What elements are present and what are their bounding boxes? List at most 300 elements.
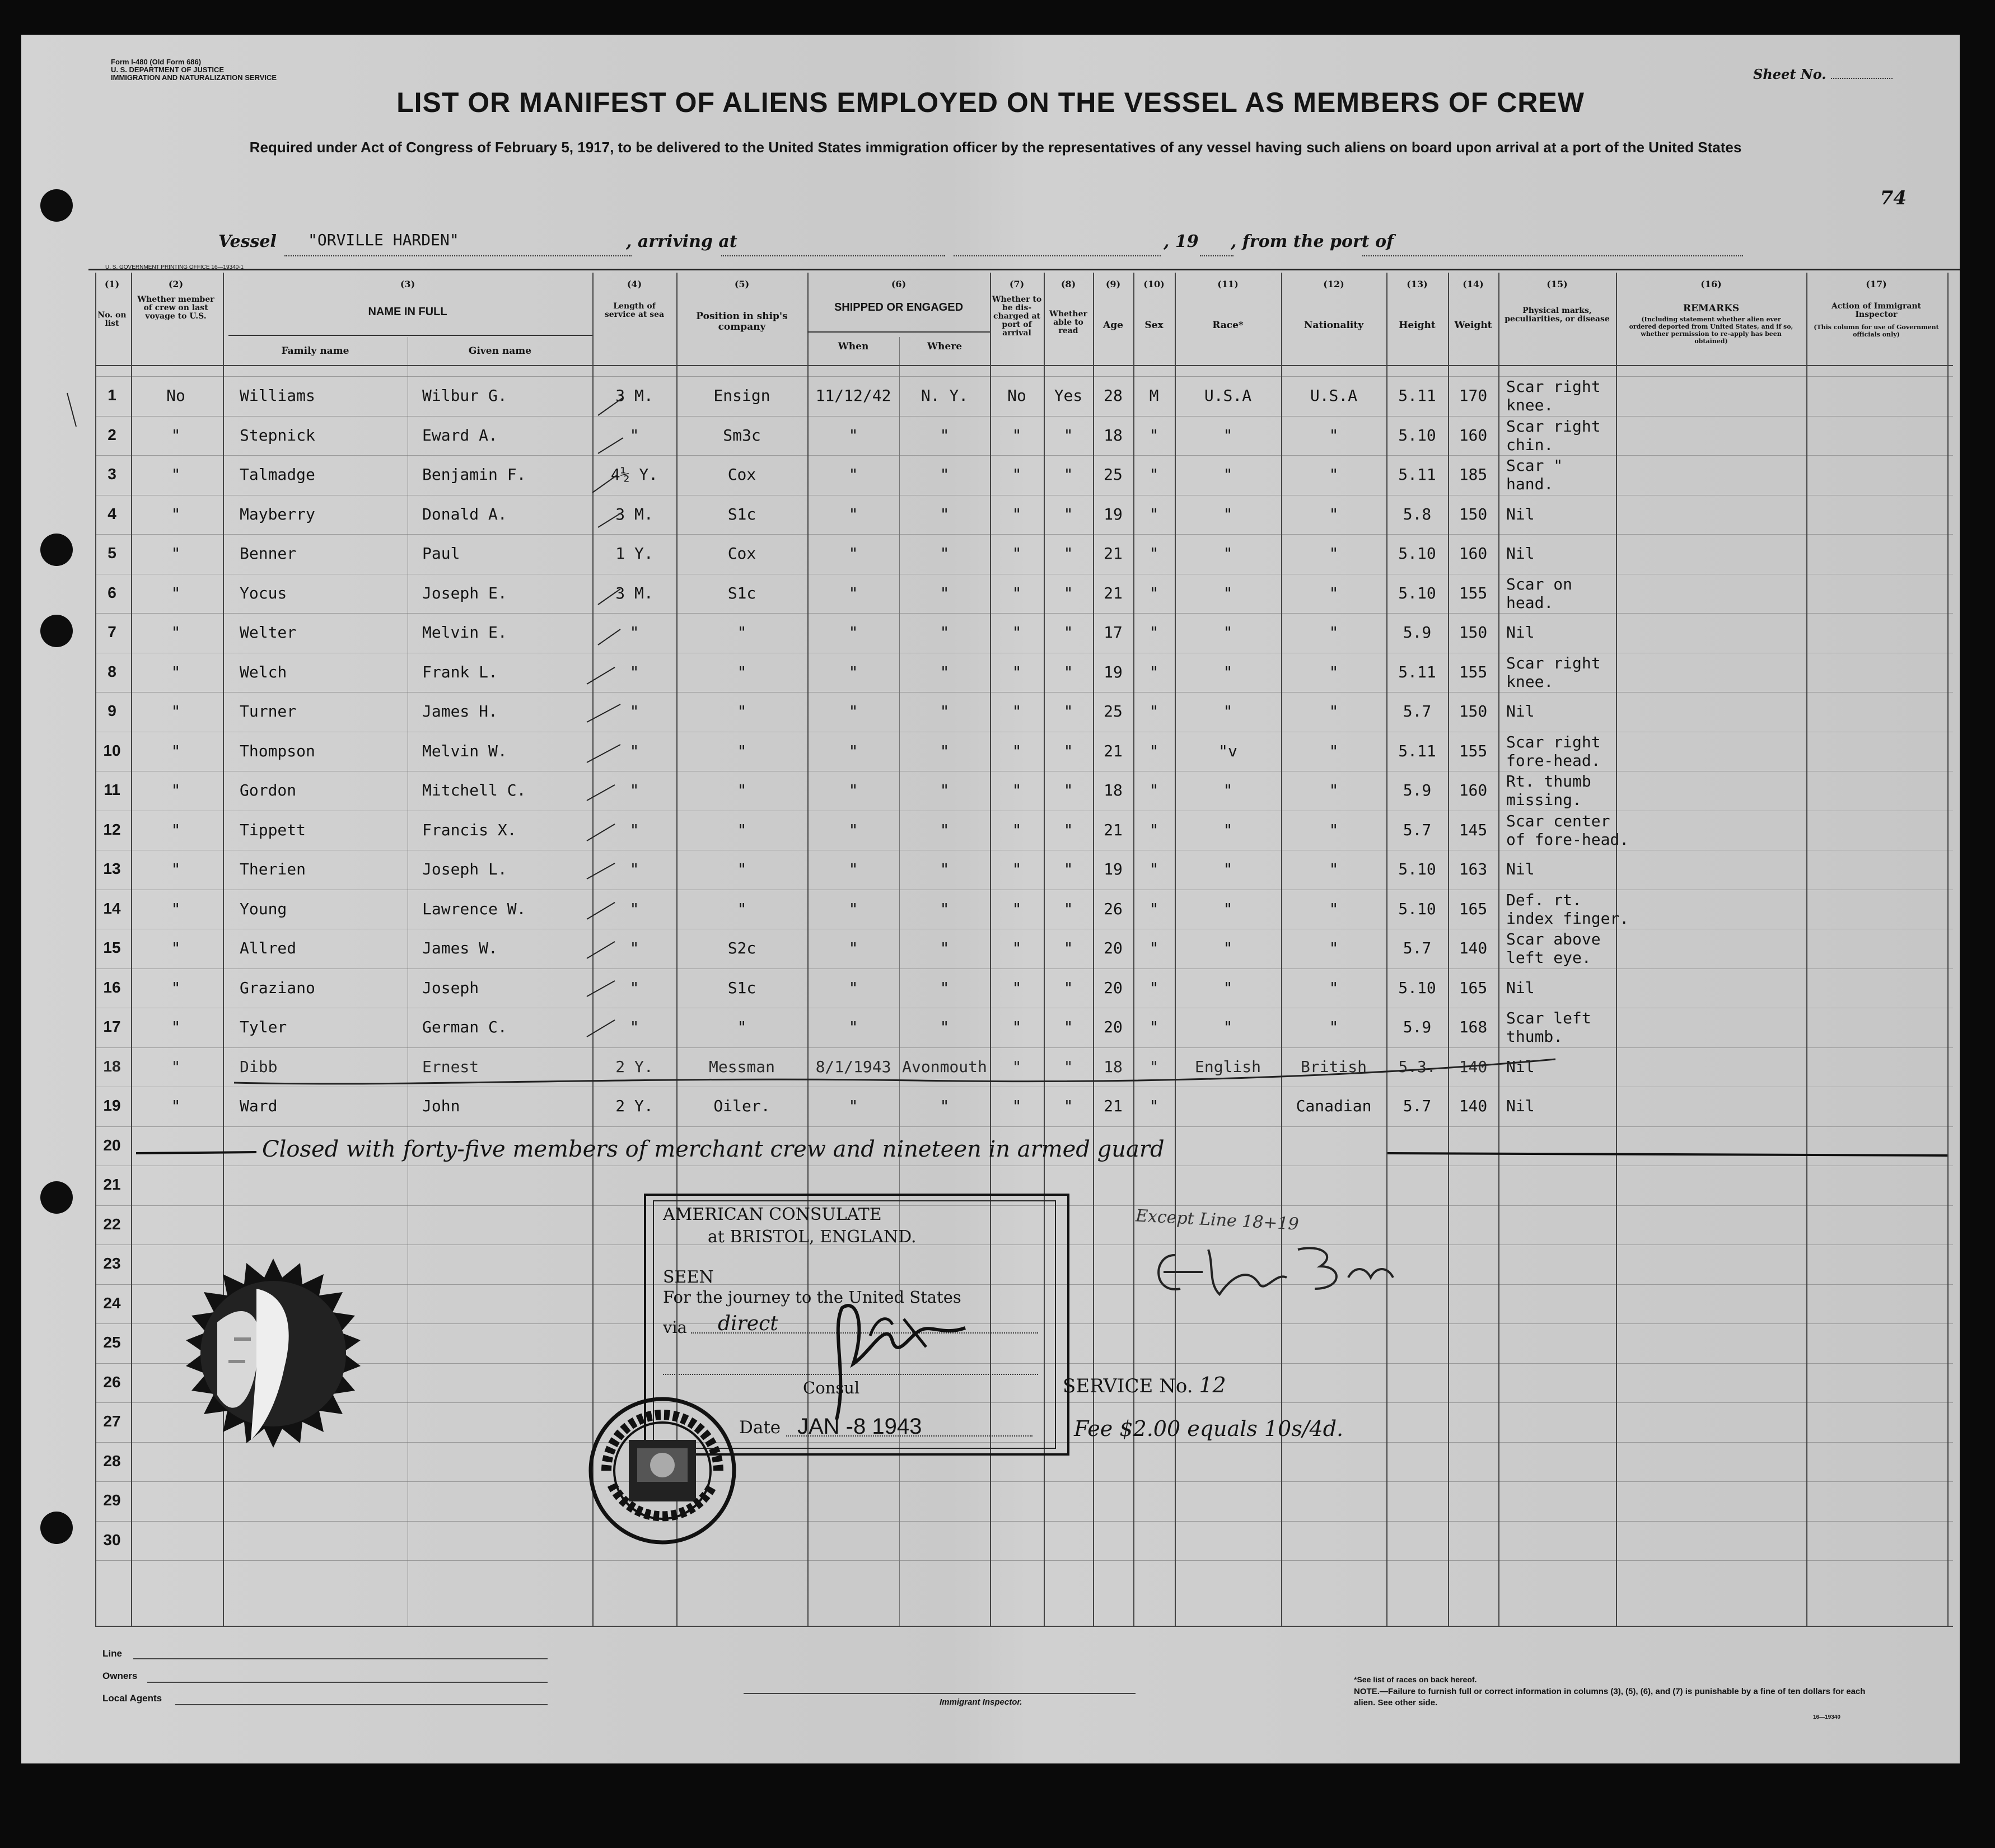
nationality-cell: " xyxy=(1329,662,1339,681)
col-num: (10) xyxy=(1143,279,1165,289)
discharged-cell: " xyxy=(1012,978,1022,997)
seal-icon xyxy=(172,1255,374,1457)
physical-marks-cell: of fore-head. xyxy=(1506,830,1629,849)
family-name-cell: Allred xyxy=(240,939,297,957)
physical-marks-cell: missing. xyxy=(1506,790,1582,809)
age-cell: 18 xyxy=(1104,425,1123,445)
given-name-cell: German C. xyxy=(422,1018,507,1036)
fee-note: Fee $2.00 equals 10s/4d. xyxy=(1074,1416,1344,1441)
except-note: Except Line 18+19 xyxy=(1135,1206,1300,1234)
col-num: (15) xyxy=(1547,279,1568,289)
able-to-read-cell: " xyxy=(1063,1097,1073,1115)
physical-marks-cell: Scar right xyxy=(1506,653,1601,672)
races-note: *See list of races on back hereof. xyxy=(1354,1675,1477,1684)
race-cell: " xyxy=(1223,504,1233,523)
sex-cell: " xyxy=(1149,1018,1159,1036)
page-subtitle: Required under Act of Congress of February 5, 1917, to be delivered to the United States immigration officer by the representatives of any vessel having such aliens on board upon arrival at a port of the United States xyxy=(249,139,1742,156)
prev-voyage-cell: " xyxy=(171,939,181,957)
given-name-cell: Ernest xyxy=(422,1057,479,1076)
sex-cell: " xyxy=(1149,1097,1159,1115)
nationality-cell: British xyxy=(1300,1057,1367,1076)
sex-cell: " xyxy=(1149,741,1159,760)
closing-note: Closed with forty-five members of merchant crew and nineteen in armed guard xyxy=(262,1136,1165,1162)
service-number xyxy=(1063,1373,1226,1397)
printer-line: U. S. GOVERNMENT PRINTING OFFICE 16—19340-1 xyxy=(105,264,244,270)
col-num: (8) xyxy=(1060,279,1076,289)
weight-cell: 165 xyxy=(1459,899,1488,918)
nationality-cell: " xyxy=(1329,860,1339,878)
stamp-line-1: AMERICAN CONSULATE xyxy=(663,1205,882,1224)
sex-cell: " xyxy=(1149,1057,1159,1076)
prev-voyage-cell: " xyxy=(171,1018,181,1036)
col-sublabel: When xyxy=(838,341,869,352)
discharged-cell: " xyxy=(1012,425,1022,445)
able-to-read-cell: " xyxy=(1063,939,1073,957)
col-label: Height xyxy=(1399,320,1436,331)
service-length-cell: " xyxy=(629,860,639,878)
physical-marks-cell: Scar center xyxy=(1506,811,1610,830)
fee-stamp-icon xyxy=(587,1395,738,1546)
weight-cell: 160 xyxy=(1459,425,1488,445)
nationality-cell: " xyxy=(1329,504,1339,523)
prev-voyage-cell: " xyxy=(171,465,181,484)
service-length-cell: " xyxy=(629,702,639,721)
shipped-where-cell: Avonmouth xyxy=(902,1057,987,1076)
col-note: (Including statement whether alien ever ordered deported from United States, and if so, whether permission to re-apply has been obtained) xyxy=(1629,316,1793,345)
row-number: 22 xyxy=(103,1215,121,1233)
col-sublabel: Family name xyxy=(281,345,349,357)
physical-marks-cell: head. xyxy=(1506,593,1554,612)
prev-voyage-cell: " xyxy=(171,860,181,878)
race-cell: " xyxy=(1223,860,1233,878)
row-number: 6 xyxy=(108,583,116,601)
able-to-read-cell: " xyxy=(1063,860,1073,878)
discharged-cell: " xyxy=(1012,1018,1022,1036)
prev-voyage-cell: " xyxy=(171,425,181,445)
nationality-cell: " xyxy=(1329,465,1339,484)
row-number: 5 xyxy=(108,544,116,562)
discharged-cell: " xyxy=(1012,781,1022,799)
ink-overlay xyxy=(21,35,1960,1763)
weight-cell: 150 xyxy=(1459,623,1488,642)
service-length-cell: 3 M. xyxy=(615,386,653,405)
sex-cell: " xyxy=(1149,860,1159,878)
prev-voyage-cell: " xyxy=(171,544,181,563)
binder-hole xyxy=(40,615,73,647)
service-length-cell: 4½ Y. xyxy=(610,465,658,484)
given-name-cell: Joseph E. xyxy=(422,583,507,602)
row-number: 18 xyxy=(103,1057,121,1075)
row-number: 8 xyxy=(108,662,116,680)
physical-marks-cell: Scar right xyxy=(1506,732,1601,751)
stamp-date-label: Date xyxy=(739,1417,781,1438)
height-cell: 5.9 xyxy=(1403,1018,1432,1036)
row-number: 10 xyxy=(103,741,121,759)
age-cell: 21 xyxy=(1104,741,1123,760)
height-cell: 5.7 xyxy=(1403,1097,1432,1115)
able-to-read-cell: " xyxy=(1063,623,1073,642)
sex-cell: " xyxy=(1149,583,1159,602)
weight-cell: 185 xyxy=(1459,465,1488,484)
position-cell: S1c xyxy=(727,978,756,997)
physical-marks-cell: Nil xyxy=(1506,978,1535,997)
row-number: 20 xyxy=(103,1136,121,1154)
given-name-cell: James H. xyxy=(422,702,498,721)
col-label: No. on list xyxy=(97,311,127,328)
shipped-where-cell: " xyxy=(940,623,950,642)
col-label: Whether member of crew on last voyage to U.S. xyxy=(137,295,214,321)
binder-hole xyxy=(40,189,73,222)
signature-scribble xyxy=(1141,1233,1410,1306)
race-cell: " xyxy=(1223,465,1233,484)
col-label: Race* xyxy=(1212,320,1244,331)
able-to-read-cell: " xyxy=(1063,899,1073,918)
shipped-when-cell: " xyxy=(848,939,858,957)
position-cell: Ensign xyxy=(713,386,770,405)
able-to-read-cell: " xyxy=(1063,662,1073,681)
col-num: (14) xyxy=(1463,279,1484,289)
col-num: (2) xyxy=(168,279,184,289)
height-cell: 5.7 xyxy=(1403,820,1432,839)
family-name-cell: Stepnick xyxy=(240,425,315,445)
col-label: NAME IN FULL xyxy=(368,306,447,318)
shipped-when-cell: " xyxy=(848,425,858,445)
shipped-when-cell: " xyxy=(848,623,858,642)
physical-marks-cell: hand. xyxy=(1506,475,1554,493)
sex-cell: " xyxy=(1149,899,1159,918)
discharged-cell: " xyxy=(1012,860,1022,878)
discharged-cell: No xyxy=(1007,386,1026,405)
family-name-cell: Tippett xyxy=(240,820,306,839)
family-name-cell: Thompson xyxy=(240,741,315,760)
position-cell: S1c xyxy=(727,504,756,523)
weight-cell: 145 xyxy=(1459,820,1488,839)
service-length-cell: " xyxy=(629,820,639,839)
stamp-consul-label: Consul xyxy=(803,1378,860,1397)
closing-right-rule xyxy=(1387,1153,1947,1155)
race-cell: English xyxy=(1194,1057,1261,1076)
position-cell: " xyxy=(737,623,747,642)
shipped-when-cell: " xyxy=(848,504,858,523)
signature xyxy=(1141,1233,1410,1308)
row-number: 12 xyxy=(103,820,121,838)
position-cell: Oiler. xyxy=(713,1097,770,1115)
footer-note: NOTE.—Failure to furnish full or correct information in columns (3), (5), (6), and (7) is punishable by a fine of ten dollars for each alien. See other side. xyxy=(1354,1687,1866,1707)
race-cell: " xyxy=(1223,978,1233,997)
row-number: 16 xyxy=(103,978,121,996)
prev-voyage-cell: " xyxy=(171,820,181,839)
vessel-label: Vessel xyxy=(218,232,277,251)
family-name-cell: Tyler xyxy=(240,1018,287,1036)
age-cell: 21 xyxy=(1104,1097,1123,1115)
race-cell: " xyxy=(1223,939,1233,957)
service-length-cell: " xyxy=(629,662,639,681)
able-to-read-cell: " xyxy=(1063,504,1073,523)
given-name-cell: Joseph L. xyxy=(422,860,507,878)
nationality-cell: " xyxy=(1329,1018,1339,1036)
weight-cell: 150 xyxy=(1459,702,1488,721)
footer-owners-label: Owners xyxy=(102,1671,138,1681)
race-cell: " xyxy=(1223,781,1233,799)
row-number: 1 xyxy=(108,386,116,404)
shipped-where-cell: " xyxy=(940,544,950,563)
closing-left-rule xyxy=(136,1152,256,1153)
shipped-when-cell: 8/1/1943 xyxy=(815,1057,891,1076)
discharged-cell: " xyxy=(1012,1057,1022,1076)
physical-marks-cell: Scar left xyxy=(1506,1009,1591,1027)
discharged-cell: " xyxy=(1012,583,1022,602)
service-value: 12 xyxy=(1199,1373,1226,1397)
physical-marks-cell: index finger. xyxy=(1506,909,1629,928)
shipped-when-cell: " xyxy=(848,899,858,918)
family-name-cell: Turner xyxy=(240,702,297,721)
stamp-via-value: direct xyxy=(718,1312,778,1335)
position-cell: " xyxy=(737,741,747,760)
col-num: (13) xyxy=(1407,279,1428,289)
family-name-cell: Yocus xyxy=(240,583,287,602)
physical-marks-cell: Scar above xyxy=(1506,930,1601,948)
discharged-cell: " xyxy=(1012,1097,1022,1115)
row-number: 25 xyxy=(103,1334,121,1351)
nationality-cell: U.S.A xyxy=(1310,386,1358,405)
year-label: , 19 xyxy=(1164,232,1199,251)
nationality-cell: " xyxy=(1329,583,1339,602)
age-cell: 28 xyxy=(1104,386,1123,405)
given-name-cell: Paul xyxy=(422,544,460,563)
able-to-read-cell: " xyxy=(1063,544,1073,563)
height-cell: 5.11 xyxy=(1398,465,1436,484)
service-length-cell: " xyxy=(629,939,639,957)
nationality-cell: " xyxy=(1329,820,1339,839)
service-length-cell: " xyxy=(629,978,639,997)
height-cell: 5.9 xyxy=(1403,781,1432,799)
able-to-read-cell: " xyxy=(1063,425,1073,445)
manifest-sheet xyxy=(21,35,1960,1763)
sex-cell: " xyxy=(1149,504,1159,523)
sex-cell: " xyxy=(1149,702,1159,721)
shipped-when-cell: 11/12/42 xyxy=(815,386,891,405)
discharged-cell: " xyxy=(1012,465,1022,484)
inspector-label: Immigrant Inspector. xyxy=(940,1697,1022,1707)
service-length-cell: " xyxy=(629,425,639,445)
nationality-cell: Canadian xyxy=(1296,1097,1372,1115)
form-id-line: Form I-480 (Old Form 686) xyxy=(111,58,202,66)
stamp-line-2: at BRISTOL, ENGLAND. xyxy=(708,1227,917,1247)
vessel-name[interactable]: "ORVILLE HARDEN" xyxy=(308,231,459,249)
nationality-cell: " xyxy=(1329,741,1339,760)
shipped-when-cell: " xyxy=(848,662,858,681)
position-cell: Cox xyxy=(727,465,756,484)
nationality-cell: " xyxy=(1329,978,1339,997)
height-cell: 5.10 xyxy=(1398,899,1436,918)
position-cell: S1c xyxy=(727,583,756,602)
given-name-cell: John xyxy=(422,1097,460,1115)
col-num: (11) xyxy=(1217,279,1239,289)
able-to-read-cell: " xyxy=(1063,820,1073,839)
shipped-when-cell: " xyxy=(848,544,858,563)
shipped-where-cell: " xyxy=(940,1097,950,1115)
shipped-where-cell: " xyxy=(940,662,950,681)
race-cell: U.S.A xyxy=(1204,386,1252,405)
shipped-where-cell: " xyxy=(940,899,950,918)
row-number: 24 xyxy=(103,1294,121,1312)
shipped-where-cell: " xyxy=(940,860,950,878)
weight-cell: 140 xyxy=(1459,1097,1488,1115)
service-length-cell: " xyxy=(629,781,639,799)
given-name-cell: Donald A. xyxy=(422,504,507,523)
family-name-cell: Welch xyxy=(240,662,287,681)
col-label: Whether to be dis-charged at port of arrival xyxy=(992,295,1042,338)
race-cell: " xyxy=(1223,662,1233,681)
col-num: (4) xyxy=(627,279,642,289)
row-number: 28 xyxy=(103,1452,121,1470)
position-cell: " xyxy=(737,702,747,721)
able-to-read-cell: " xyxy=(1063,1057,1073,1076)
col-num: (7) xyxy=(1009,279,1025,289)
row-number: 30 xyxy=(103,1531,121,1548)
consul-signature xyxy=(814,1285,982,1431)
position-cell: " xyxy=(737,662,747,681)
sex-cell: " xyxy=(1149,544,1159,563)
height-cell: 5.3. xyxy=(1398,1057,1436,1076)
height-cell: 5.7 xyxy=(1403,702,1432,721)
position-cell: " xyxy=(737,781,747,799)
physical-marks-cell: Scar on xyxy=(1506,574,1573,593)
discharged-cell: " xyxy=(1012,820,1022,839)
family-name-cell: Mayberry xyxy=(240,504,315,523)
weight-cell: 155 xyxy=(1459,662,1488,681)
shipped-when-cell: " xyxy=(848,1097,858,1115)
weight-cell: 160 xyxy=(1459,781,1488,799)
weight-cell: 168 xyxy=(1459,1018,1488,1036)
prev-voyage-cell: No xyxy=(166,386,185,405)
nationality-cell: " xyxy=(1329,544,1339,563)
row-number: 21 xyxy=(103,1176,121,1193)
col-label: Length of service at sea xyxy=(604,302,665,319)
age-cell: 17 xyxy=(1104,623,1123,642)
discharged-cell: " xyxy=(1012,741,1022,760)
form-id-line: U. S. DEPARTMENT OF JUSTICE xyxy=(111,66,224,74)
given-name-cell: Mitchell C. xyxy=(422,781,526,799)
prev-voyage-cell: " xyxy=(171,1057,181,1076)
weight-cell: 155 xyxy=(1459,583,1488,602)
age-cell: 21 xyxy=(1104,544,1123,563)
sex-cell: " xyxy=(1149,978,1159,997)
row-number: 13 xyxy=(103,860,121,877)
shipped-where-cell: N. Y. xyxy=(921,386,969,405)
age-cell: 26 xyxy=(1104,899,1123,918)
service-length-cell: " xyxy=(629,899,639,918)
height-cell: 5.8 xyxy=(1403,504,1432,523)
sex-cell: " xyxy=(1149,781,1159,799)
stamp-seen: SEEN xyxy=(663,1267,714,1287)
able-to-read-cell: " xyxy=(1063,583,1073,602)
race-cell: " xyxy=(1223,1018,1233,1036)
family-name-cell: Gordon xyxy=(240,781,297,799)
sex-cell: " xyxy=(1149,662,1159,681)
height-cell: 5.11 xyxy=(1398,662,1436,681)
physical-marks-cell: chin. xyxy=(1506,435,1554,454)
row-number: 19 xyxy=(103,1097,121,1114)
col-label: Physical marks, peculiarities, or disease xyxy=(1505,306,1610,324)
row-number: 2 xyxy=(108,425,116,443)
shipped-where-cell: " xyxy=(940,583,950,602)
able-to-read-cell: " xyxy=(1063,978,1073,997)
nationality-cell: " xyxy=(1329,939,1339,957)
nationality-cell: " xyxy=(1329,702,1339,721)
age-cell: 21 xyxy=(1104,820,1123,839)
position-cell: " xyxy=(737,820,747,839)
nationality-cell: " xyxy=(1329,899,1339,918)
height-cell: 5.9 xyxy=(1403,623,1432,642)
service-length-cell: " xyxy=(629,623,639,642)
able-to-read-cell: " xyxy=(1063,465,1073,484)
family-name-cell: Therien xyxy=(240,860,306,878)
height-cell: 5.10 xyxy=(1398,978,1436,997)
shipped-when-cell: " xyxy=(848,860,858,878)
family-name-cell: Young xyxy=(240,899,287,918)
row-number: 4 xyxy=(108,504,116,522)
weight-cell: 150 xyxy=(1459,504,1488,523)
given-name-cell: Wilbur G. xyxy=(422,386,507,405)
shipped-when-cell: " xyxy=(848,702,858,721)
from-port-label: , from the port of xyxy=(1231,232,1394,251)
discharged-cell: " xyxy=(1012,544,1022,563)
col-label: Nationality xyxy=(1303,320,1364,331)
col-label: Position in ship's company xyxy=(696,311,788,333)
shipped-when-cell: " xyxy=(848,583,858,602)
physical-marks-cell: Def. rt. xyxy=(1506,890,1582,909)
row-number: 3 xyxy=(108,465,116,483)
weight-cell: 160 xyxy=(1459,544,1488,563)
col-label: Sex xyxy=(1144,320,1164,331)
height-cell: 5.11 xyxy=(1398,386,1436,405)
given-name-cell: Frank L. xyxy=(422,662,498,681)
given-name-cell: Melvin W. xyxy=(422,741,507,760)
family-name-cell: Dibb xyxy=(240,1057,278,1076)
able-to-read-cell: " xyxy=(1063,781,1073,799)
physical-marks-cell: thumb. xyxy=(1506,1027,1563,1046)
race-cell: "v xyxy=(1218,741,1237,760)
shipped-where-cell: " xyxy=(940,504,950,523)
physical-marks-cell: left eye. xyxy=(1506,948,1591,967)
col-note: (This column for use of Government officials only) xyxy=(1814,324,1939,338)
given-name-cell: Melvin E. xyxy=(422,623,507,642)
physical-marks-cell: Nil xyxy=(1506,1057,1535,1076)
service-length-cell: " xyxy=(629,1018,639,1036)
discharged-cell: " xyxy=(1012,702,1022,721)
sex-cell: " xyxy=(1149,623,1159,642)
given-name-cell: Joseph xyxy=(422,978,479,997)
col-label: REMARKS xyxy=(1683,303,1740,314)
given-name-cell: Lawrence W. xyxy=(422,899,526,918)
col-label: Weight xyxy=(1454,320,1492,331)
height-cell: 5.10 xyxy=(1398,544,1436,563)
position-cell: " xyxy=(737,899,747,918)
stamp-date-value: JAN -8 1943 xyxy=(797,1414,922,1439)
service-label: SERVICE No. xyxy=(1063,1375,1193,1397)
race-cell: " xyxy=(1223,583,1233,602)
discharged-cell: " xyxy=(1012,504,1022,523)
col-num: (5) xyxy=(734,279,750,289)
footer-code: 16—19340 xyxy=(1813,1714,1840,1720)
service-length-cell: 3 M. xyxy=(615,504,653,523)
col-label: Whether able to read xyxy=(1049,310,1087,335)
age-cell: 20 xyxy=(1104,1018,1123,1036)
row-number: 23 xyxy=(103,1255,121,1272)
shipped-when-cell: " xyxy=(848,1018,858,1036)
given-name-cell: Benjamin F. xyxy=(422,465,526,484)
